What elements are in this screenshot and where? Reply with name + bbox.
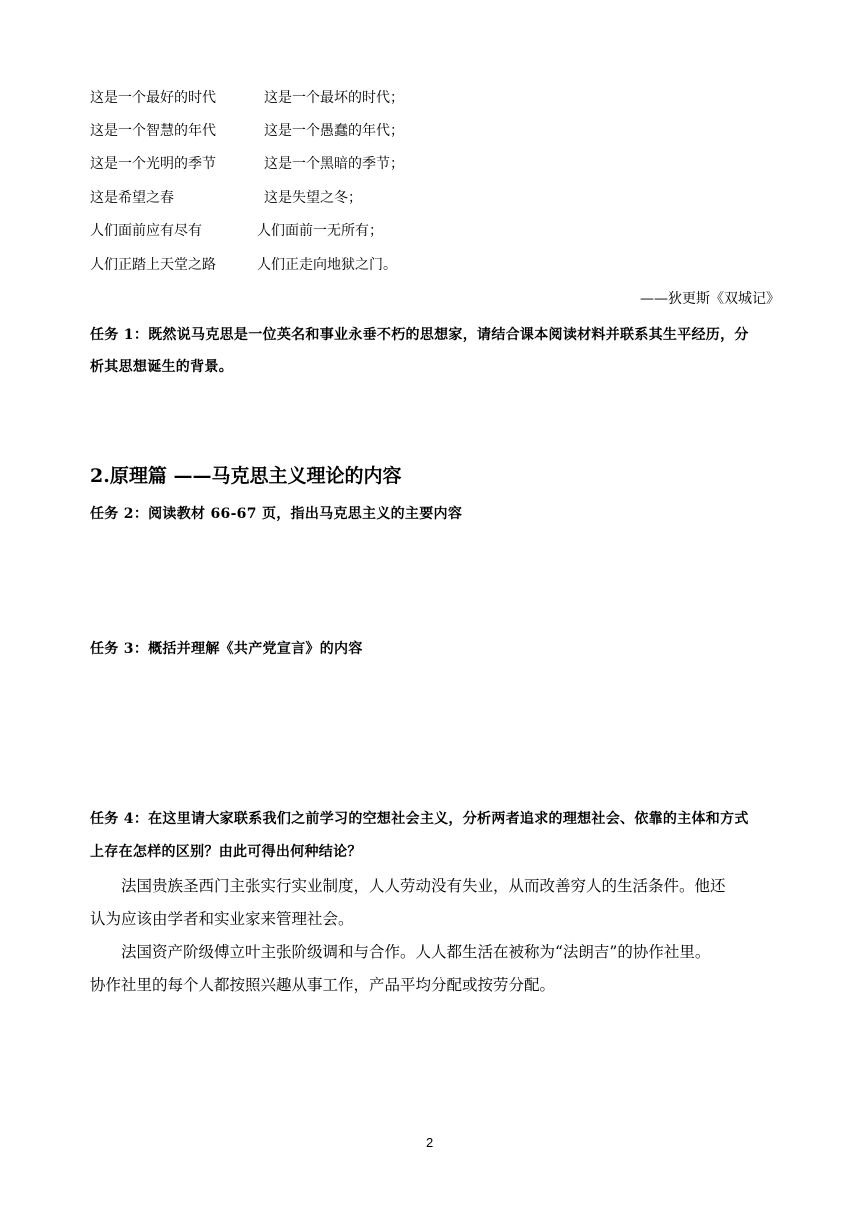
material-paragraph-2-line-1: 法国资产阶级傅立叶主张阶级调和与合作。人人都生活在被称为“法朗吉”的协作社里。: [121, 943, 711, 961]
material-paragraph-2-line-2: 协作社里的每个人都按照兴趣从事工作，产品平均分配或按劳分配。: [90, 976, 556, 994]
section-2-heading: 2.原理篇 ——马克思主义理论的内容: [90, 465, 402, 487]
task-3: 任务 3：概括并理解《共产党宣言》的内容: [90, 641, 363, 657]
task-2: 任务 2：阅读教材 66-67 页，指出马克思主义的主要内容: [90, 506, 463, 522]
poem-line-6-right: 人们正走向地狱之门。: [257, 257, 397, 273]
task-1-line-2: 析其思想诞生的背景。: [90, 359, 233, 375]
material-paragraph-1-line-1: 法国贵族圣西门主张实行实业制度，人人劳动没有失业，从而改善穷人的生活条件。他还: [121, 877, 726, 895]
poem-attribution: ——狄更斯《双城记》: [640, 291, 780, 307]
page-number: 2: [426, 1135, 434, 1150]
poem-line-2-right: 这是一个愚蠢的年代；: [264, 123, 404, 139]
task-4-line-2: 上存在怎样的区别？由此可得出何种结论？: [90, 844, 362, 860]
poem-line-3-right: 这是一个黑暗的季节；: [264, 156, 404, 172]
poem-line-2-left: 这是一个智慧的年代: [90, 123, 216, 139]
poem-line-5-left: 人们面前应有尽有: [90, 223, 202, 239]
poem-line-5-right: 人们面前一无所有；: [257, 223, 383, 239]
material-paragraph-1-line-2: 认为应该由学者和实业家来管理社会。: [90, 910, 354, 928]
poem-line-4-right: 这是失望之冬；: [264, 190, 362, 206]
poem-line-6-left: 人们正踏上天堂之路: [90, 257, 216, 273]
poem-line-1-right: 这是一个最坏的时代；: [264, 90, 404, 106]
poem-line-3-left: 这是一个光明的季节: [90, 156, 216, 172]
poem-line-1-left: 这是一个最好的时代: [90, 90, 216, 106]
poem-line-4-left: 这是希望之春: [90, 190, 174, 206]
task-4-line-1: 任务 4：在这里请大家联系我们之前学习的空想社会主义，分析两者追求的理想社会、依靠的主体和方式: [90, 811, 749, 827]
task-1-line-1: 任务 1：既然说马克思是一位英名和事业永垂不朽的思想家，请结合课本阅读材料并联系其生平经历，分: [90, 327, 749, 343]
